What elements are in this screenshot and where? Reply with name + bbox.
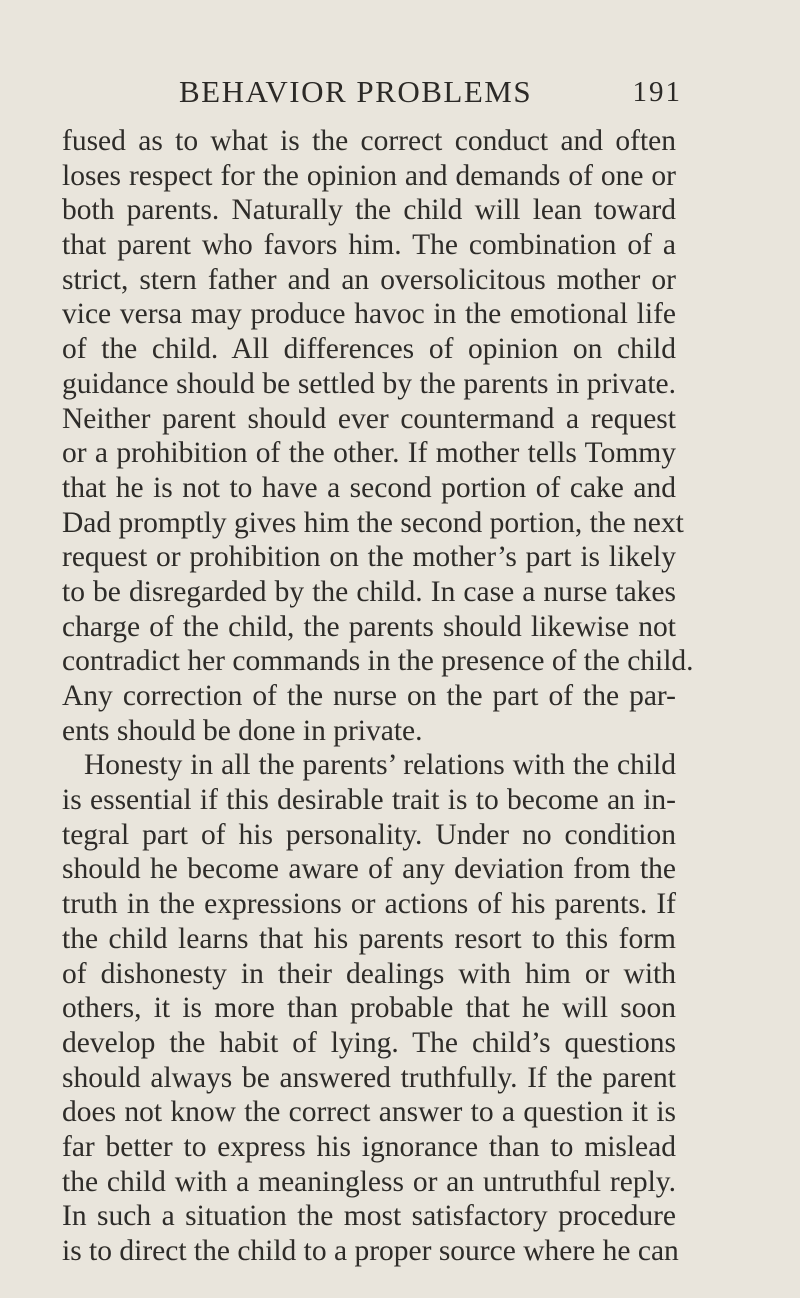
text-line: is essential if this desirable trait is to become an in- [62, 784, 676, 817]
text-line: request or prohibition on the mother’s part is likely [62, 541, 676, 574]
text-line: to be disregarded by the child. In case a nurse takes [62, 575, 676, 608]
text-line: truth in the expressions or actions of his parents. If [62, 888, 676, 921]
text-line: loses respect for the opinion and demands of one or [62, 159, 676, 192]
text-line: guidance should be settled by the parents in private. [62, 367, 676, 400]
text-line: strict, stern father and an oversolicitous mother or [62, 263, 676, 296]
text-line: Honesty in all the parents’ relations with the child [84, 749, 676, 782]
page-number: 191 [632, 76, 682, 108]
text-line: fused as to what is the correct conduct and often [62, 125, 676, 157]
text-line: does not know the correct answer to a question it is [62, 1096, 676, 1129]
page-header [0, 74, 800, 114]
text-line: tegral part of his personality. Under no condition [62, 818, 676, 851]
text-line: Dad promptly gives him the second portion, the next [62, 506, 684, 539]
text-line: ents should be done in private. [62, 714, 423, 747]
text-line: or a prohibition of the other. If mother tells Tommy [62, 437, 676, 470]
text-line: should always be answered truthfully. If the parent [62, 1061, 676, 1094]
body-text [62, 124, 694, 1269]
text-line: charge of the child, the parents should likewise not [62, 610, 676, 643]
text-line: far better to express his ignorance than to mislead [62, 1130, 676, 1163]
text-line: vice versa may produce havoc in the emotional life [62, 298, 676, 331]
text-line: both parents. Naturally the child will lean toward [62, 194, 676, 227]
text-line: develop the habit of lying. The child’s questions [62, 1026, 676, 1059]
text-line: that he is not to have a second portion of cake and [62, 471, 676, 504]
text-line: should he become aware of any deviation from the [62, 853, 676, 886]
text-line: of dishonesty in their dealings with him or with [62, 957, 676, 990]
text-line: of the child. All differences of opinion on child [62, 333, 676, 366]
text-line: Neither parent should ever countermand a request [62, 402, 676, 435]
text-line: Any correction of the nurse on the part of the par- [62, 680, 676, 712]
text-line: the child learns that his parents resort to this form [62, 922, 676, 955]
text-line: others, it is more than probable that he will soon [62, 992, 676, 1025]
text-line: contradict her commands in the presence of the child. [62, 645, 694, 678]
text-line: In such a situation the most satisfactory procedure [62, 1200, 676, 1233]
text-line: the child with a meaningless or an untruthful reply. [62, 1165, 676, 1198]
text-line: is to direct the child to a proper source where he can [62, 1235, 679, 1267]
text-line: that parent who favors him. The combination of a [62, 229, 676, 262]
running-title: BEHAVIOR PROBLEMS [179, 74, 533, 109]
